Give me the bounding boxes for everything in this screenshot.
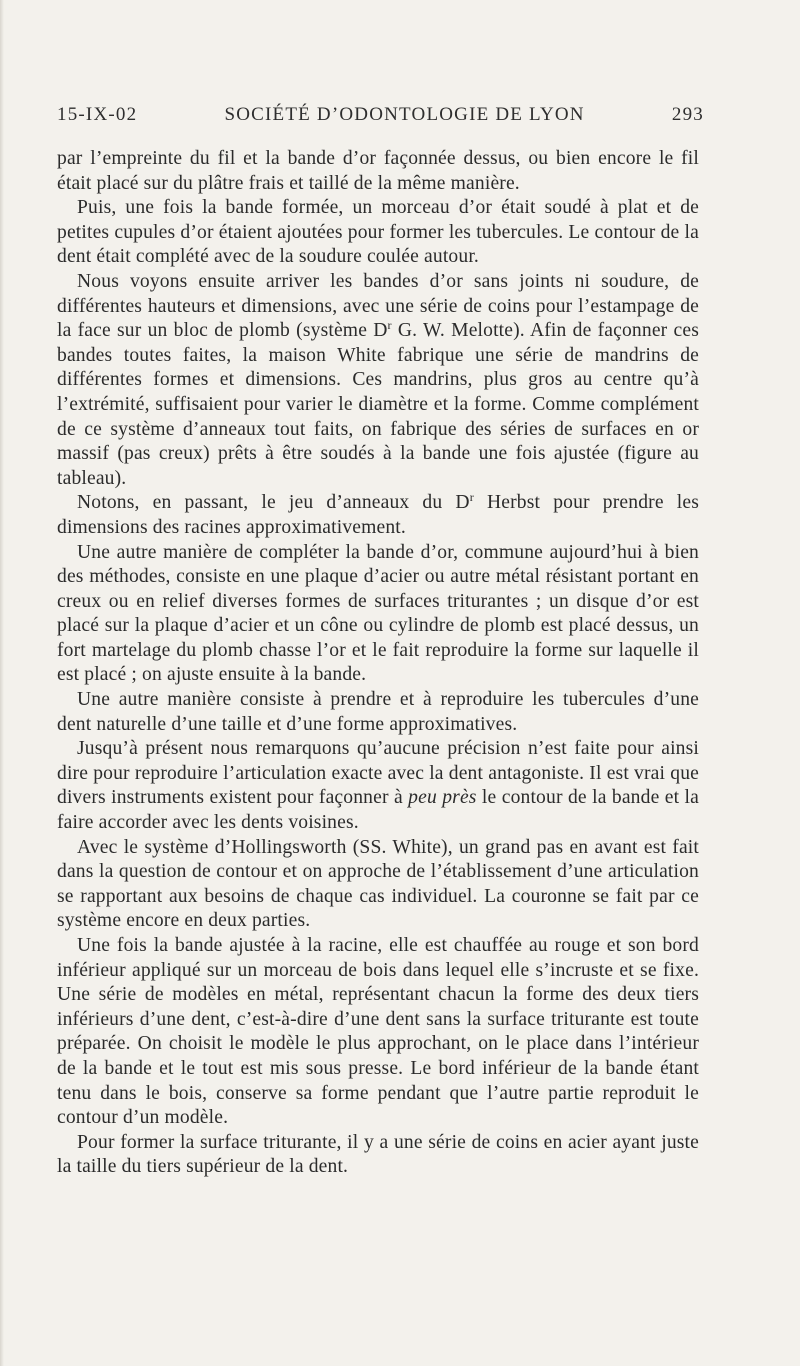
- superscript: r: [387, 318, 392, 333]
- paragraph: Puis, une fois la bande formée, un morceau d’or était soudé à plat et de petites cupules d’or étaient ajoutées pour former les tubercules. Le contour de la dent était complété avec de la soudure coulée autour.: [57, 197, 699, 268]
- paragraph-text: G. W. Melotte). Afin de façonner ces bandes toutes faites, la maison White fabrique une série de mandrins de différentes formes et dimensions. Ces mandrins, plus gros au centre qu’à l’extrémité, suffisaient pour varier le diamètre et la forme. Comme complément de ce système d’anneaux tout faits, on fabrique des séries de surfaces en or massif (pas creux) prêts à être soudés à la bande une fois ajustée (figure au tableau).: [57, 320, 700, 489]
- paragraph: Avec le système d’Hollingsworth (SS. White), un grand pas en avant est fait dans la question de contour et on approche de l’établissement d’une articulation se rapportant aux besoins de chaque cas individuel. La couronne se fait par ce système encore en deux parties.: [57, 836, 699, 932]
- paragraph: [57, 270, 699, 491]
- page-number: 293: [671, 104, 704, 125]
- body-text: [57, 147, 699, 1180]
- paragraph: Une autre manière consiste à prendre et à reproduire les tubercules d’une dent naturelle d’une taille et d’une forme approximatives.: [57, 689, 699, 735]
- paragraph: par l’empreinte du fil et la bande d’or façonnée dessus, ou bien encore le fil était placé sur du plâtre frais et taillé de la même manière.: [57, 148, 699, 194]
- header-title: SOCIÉTÉ D’ODONTOLOGIE DE LYON: [224, 104, 585, 125]
- paragraph-text: Nous voyons ensuite arriver les bandes d’or sans joints ni soudure, de différentes hauteurs et dimensions, avec une série de coins pour l’estampage de la face sur un bloc de plomb (système D: [57, 270, 699, 342]
- paragraph: Pour former la surface triturante, il y a une série de coins en acier ayant juste la taille du tiers supérieur de la dent.: [57, 1131, 699, 1178]
- header-date: 15-IX-02: [57, 104, 138, 125]
- paragraph: [57, 737, 699, 835]
- paragraph-text: Jusqu’à présent nous remarquons qu’aucune précision n’est faite pour ainsi dire pour reproduire l’articulation exacte avec la dent antagoniste. Il est vrai que divers instruments existent pour façonner à: [57, 738, 699, 809]
- page-edge: [0, 0, 4, 1366]
- paragraph: [57, 491, 699, 540]
- paragraph: Une autre manière de compléter la bande d’or, commune aujourd’hui à bien des méthodes, consiste en une plaque d’acier ou autre métal résistant portant en creux ou en relief diverses formes de surfaces triturantes ; un disque d’or est placé sur la plaque d’acier et un cône ou cylindre de plomb est placé dessus, un fort martelage du plomb chasse l’or et le fait reproduire la forme sur laquelle il est placé ; on ajuste ensuite à la bande.: [57, 541, 699, 686]
- paragraph-text: le contour de la bande et la faire accorder avec les dents voisines.: [57, 787, 699, 834]
- superscript: r: [469, 490, 474, 505]
- paragraph-text: Notons, en passant, le jeu d’anneaux du D: [77, 492, 470, 514]
- paragraph-text: Herbst pour prendre les dimensions des racines approximativement.: [57, 492, 699, 538]
- italic-text: peu près: [408, 787, 477, 809]
- paragraph: Une fois la bande ajustée à la racine, elle est chauffée au rouge et son bord inférieur appliqué sur un morceau de bois dans lequel elle s’incruste et se fixe. Une série de modèles en métal, représentant chacun la forme des deux tiers inférieurs d’une dent, c’est-à-dire d’une dent sans la surface triturante est toute préparée. On choisit le modèle le plus approchant, on le place dans l’intérieur de la bande et le tout est mis sous presse. Le bord inférieur de la bande étant tenu dans le bois, conserve sa forme pendant que l’autre partie reproduit le contour d’un modèle.: [57, 935, 699, 1129]
- running-header: [57, 104, 704, 126]
